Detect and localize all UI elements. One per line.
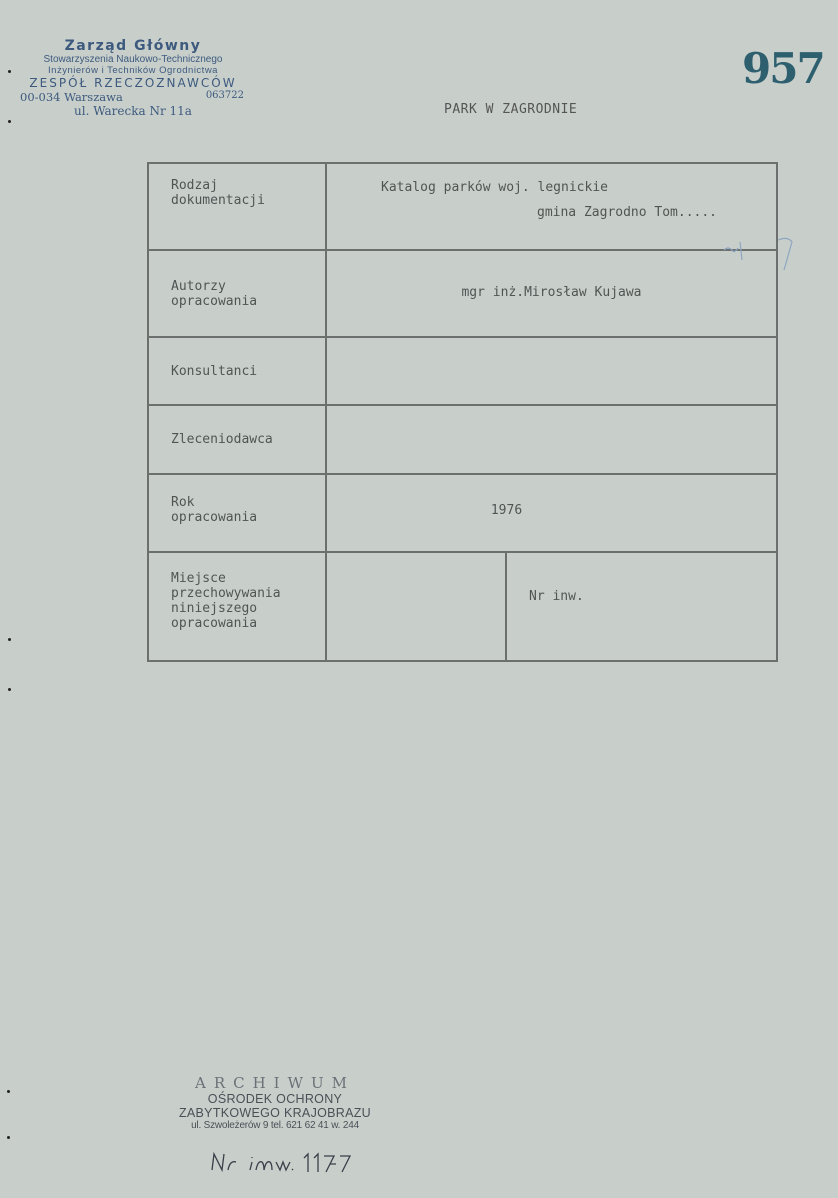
row-value <box>327 164 776 249</box>
archive-stamp-line-3: ZABYTKOWEGO KRAJOBRAZU <box>178 1106 372 1120</box>
row-value <box>327 475 776 551</box>
row-value-line-2: gmina Zagrodno Tom..... <box>537 205 718 220</box>
row-value <box>327 338 776 404</box>
table-row <box>149 251 776 338</box>
author-name: mgr inż.Mirosław Kujawa <box>461 285 642 300</box>
stamp-line-6: ul. Warecka Nr 11a <box>74 104 192 118</box>
table-row <box>149 553 776 660</box>
table-row <box>149 475 776 553</box>
row-value <box>327 251 776 336</box>
storage-place-cell <box>327 553 507 660</box>
handwritten-inventory-note <box>210 1148 370 1176</box>
archive-stamp-line-1: ARCHIWUM <box>194 1074 356 1092</box>
stamp-line-1: Zarząd Główny <box>64 38 202 54</box>
stamp-line-5 <box>18 90 248 104</box>
document-number: 957 <box>742 44 824 93</box>
stamp-line-3: Inżynierów i Techników Ogrodnictwa <box>48 65 218 76</box>
archive-stamp-line-2: OŚRODEK OCHRONY <box>207 1092 343 1106</box>
row-label: Miejsce przechowywania niniejszego opracowania <box>149 553 327 660</box>
table-row <box>149 338 776 406</box>
pencil-mark-icon <box>722 236 796 272</box>
row-value <box>327 406 776 473</box>
document-title: PARK W ZAGRODNIE <box>444 102 578 117</box>
stamp-number: 063722 <box>205 90 244 101</box>
table-row <box>149 406 776 475</box>
table-row <box>149 164 776 251</box>
row-label: Autorzy opracowania <box>149 251 327 336</box>
organization-stamp <box>18 38 248 118</box>
row-label: Zleceniodawca <box>149 406 327 473</box>
row-value-line-1: Katalog parków woj. legnickie <box>381 180 608 195</box>
stamp-line-2: Stowarzyszenia Naukowo-Technicznego <box>43 54 223 65</box>
stamp-line-4: ZESPÓŁ RZECZOZNAWCÓW <box>29 76 237 90</box>
archive-stamp-line-4: ul. Szwoleżerów 9 tel. 621 62 41 w. 244 <box>191 1120 359 1131</box>
year-value: 1976 <box>490 503 523 518</box>
row-label: Rodzaj dokumentacji <box>149 164 327 249</box>
stamp-address: 00-034 Warszawa <box>20 90 123 104</box>
row-label: Konsultanci <box>149 338 327 404</box>
row-label: Rok opracowania <box>149 475 327 551</box>
documentation-table <box>147 162 778 662</box>
archive-stamp <box>170 1074 380 1131</box>
inventory-number-label: Nr inw. <box>529 589 584 604</box>
